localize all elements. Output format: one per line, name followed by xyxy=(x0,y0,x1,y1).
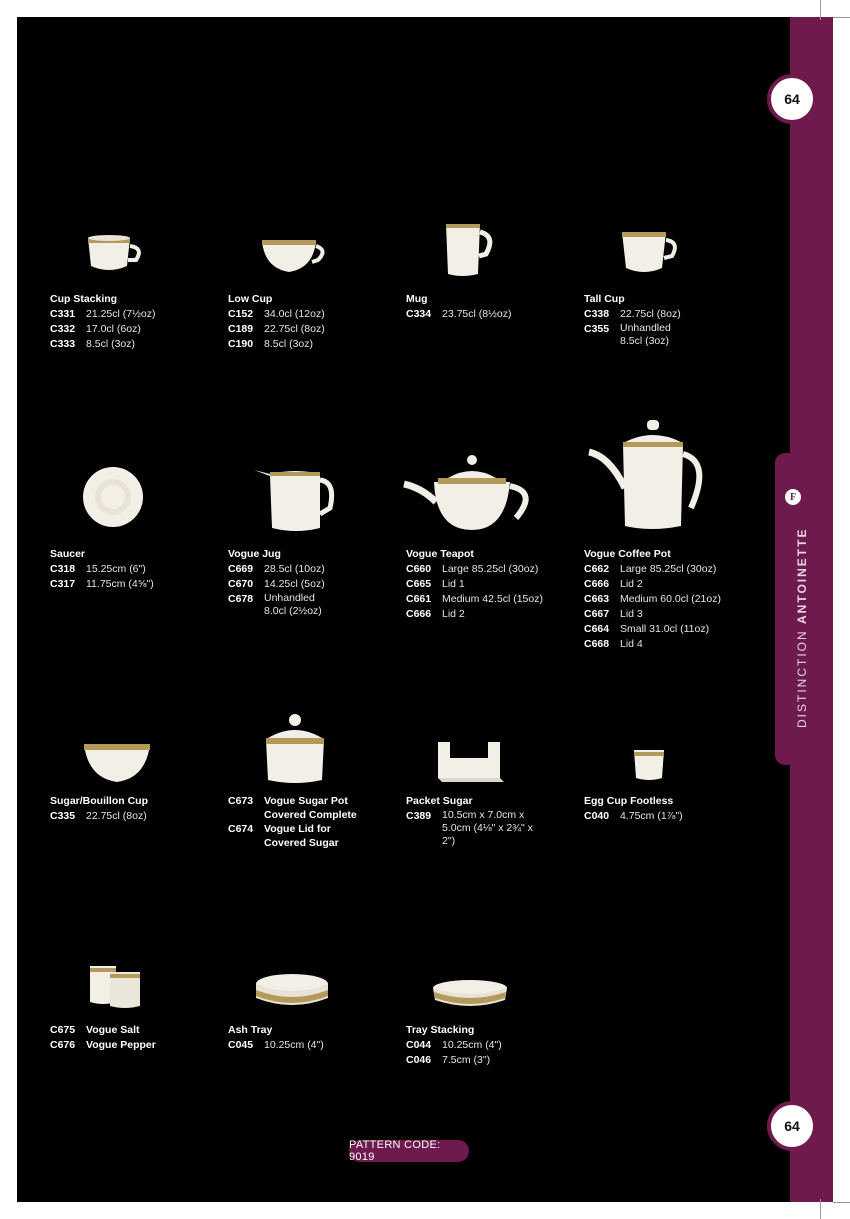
product-mug xyxy=(406,292,511,322)
product-row xyxy=(584,592,721,607)
product-low-cup xyxy=(228,292,325,352)
product-packet-sugar xyxy=(406,794,542,848)
product-row xyxy=(584,809,683,824)
product-row xyxy=(50,322,155,337)
product-code: C664 xyxy=(584,623,610,635)
tall-cup-photo xyxy=(618,228,682,278)
product-vogue-teapot xyxy=(406,547,543,622)
product-desc: Vogue Pepper xyxy=(86,1039,156,1051)
product-code: C669 xyxy=(228,563,254,575)
product-name: Egg Cup Footless xyxy=(584,795,674,807)
brand-logo: F xyxy=(785,489,801,505)
product-row xyxy=(584,322,681,348)
product-name: Tray Stacking xyxy=(406,1024,475,1036)
page-number-text: 64 xyxy=(784,91,800,107)
product-desc: 11.75cm (4⅝") xyxy=(86,578,154,590)
product-row xyxy=(50,1038,156,1053)
product-desc: 17.0cl (6oz) xyxy=(86,323,141,335)
mug-photo xyxy=(440,218,500,280)
product-row xyxy=(584,307,681,322)
product-desc: Large 85.25cl (30oz) xyxy=(442,563,539,575)
product-code: C673 xyxy=(228,795,254,807)
product-desc: 10.25cm (4") xyxy=(264,1039,324,1051)
product-row xyxy=(584,607,721,622)
product-code: C674 xyxy=(228,823,254,835)
pattern-code-badge: PATTERN CODE: 9019 xyxy=(349,1140,469,1162)
product-code: C318 xyxy=(50,563,76,575)
vogue-jug-photo xyxy=(250,462,340,537)
product-code: C190 xyxy=(228,338,254,350)
page-number-text: 64 xyxy=(784,1118,800,1134)
product-code: C040 xyxy=(584,810,610,822)
product-code: C667 xyxy=(584,608,610,620)
product-name: Vogue Teapot xyxy=(406,548,474,560)
product-name: Vogue Coffee Pot xyxy=(584,548,671,560)
product-desc: 10.25cm (4") xyxy=(442,1039,502,1051)
product-desc: Small 31.0cl (11oz) xyxy=(620,623,710,635)
page-number-bottom xyxy=(767,1101,817,1151)
cup-stacking-photo xyxy=(78,230,148,280)
product-code: C332 xyxy=(50,323,76,335)
low-cup-photo xyxy=(258,232,328,277)
page-number-top xyxy=(767,74,817,124)
product-code: C663 xyxy=(584,593,610,605)
product-code: C044 xyxy=(406,1039,432,1051)
product-desc: Lid 2 xyxy=(620,578,643,590)
product-code: C662 xyxy=(584,563,610,575)
vogue-coffee-pot-photo xyxy=(585,418,715,533)
product-code: C333 xyxy=(50,338,76,350)
product-row xyxy=(228,1038,324,1053)
product-desc: Medium 42.5cl (15oz) xyxy=(442,593,543,605)
product-row xyxy=(228,592,330,618)
side-label-prefix: DISTINCTION xyxy=(795,629,809,728)
product-code: C675 xyxy=(50,1024,76,1036)
side-label xyxy=(795,528,809,728)
product-cup-stacking xyxy=(50,292,155,352)
product-name: Mug xyxy=(406,293,428,305)
product-row xyxy=(584,577,721,592)
product-desc: 34.0cl (12oz) xyxy=(264,308,325,320)
product-salt-pepper xyxy=(50,1023,156,1053)
product-desc: 10.5cm x 7.0cm x 5.0cm (4⅛" x 2¾" x 2") xyxy=(442,809,533,847)
product-desc: 14.25cl (5oz) xyxy=(264,578,325,590)
saucer-photo xyxy=(78,462,148,532)
product-row xyxy=(228,562,330,577)
product-code: C665 xyxy=(406,578,432,590)
product-row xyxy=(406,1038,502,1053)
product-code: C668 xyxy=(584,638,610,650)
product-desc: 28.5cl (10oz) xyxy=(264,563,325,575)
product-desc: 15.25cm (6") xyxy=(86,563,146,575)
product-desc: Lid 4 xyxy=(620,638,643,650)
salt-pepper-photo xyxy=(86,962,146,1012)
crop-mark xyxy=(833,1202,850,1203)
product-desc: Vogue Lid for Covered Sugar xyxy=(264,823,339,849)
product-desc: Lid 3 xyxy=(620,608,643,620)
sugar-bouillon-cup-photo xyxy=(80,738,154,786)
product-row xyxy=(50,577,154,592)
crop-mark xyxy=(820,0,821,20)
product-row xyxy=(406,607,543,622)
product-row xyxy=(50,307,155,322)
product-ash-tray xyxy=(228,1023,324,1053)
product-name: Sugar/Bouillon Cup xyxy=(50,795,148,807)
product-row xyxy=(584,562,721,577)
product-row xyxy=(50,562,154,577)
product-name: Saucer xyxy=(50,548,86,560)
product-desc: 21.25cl (7½oz) xyxy=(86,308,156,320)
product-row xyxy=(50,337,155,352)
product-row xyxy=(406,307,511,322)
product-row xyxy=(406,1053,502,1068)
product-row xyxy=(228,822,360,850)
vogue-sugar-pot-photo xyxy=(262,714,328,786)
crop-mark xyxy=(820,1199,821,1219)
product-row xyxy=(406,592,543,607)
product-sugar-bouillon-cup xyxy=(50,794,148,824)
product-row xyxy=(228,337,325,352)
product-desc: 22.75cl (8oz) xyxy=(86,810,147,822)
product-name: Cup Stacking xyxy=(50,293,118,305)
product-desc: 7.5cm (3") xyxy=(442,1054,491,1066)
product-code: C046 xyxy=(406,1054,432,1066)
product-name: Packet Sugar xyxy=(406,795,473,807)
product-desc: 8.5cl (3oz) xyxy=(86,338,136,350)
product-row xyxy=(228,577,330,592)
product-desc: Medium 60.0cl (21oz) xyxy=(620,593,721,605)
product-code: C331 xyxy=(50,308,76,320)
product-code: C676 xyxy=(50,1039,76,1051)
product-name: Ash Tray xyxy=(228,1024,273,1036)
product-code: C661 xyxy=(406,593,432,605)
product-name: Vogue Jug xyxy=(228,548,281,560)
product-desc: 8.5cl (3oz) xyxy=(264,338,314,350)
packet-sugar-photo xyxy=(434,738,506,784)
product-desc: 4.75cm (1⅞") xyxy=(620,810,683,822)
egg-cup-photo xyxy=(630,744,670,784)
product-row xyxy=(50,1023,156,1038)
product-desc: Vogue Salt xyxy=(86,1024,140,1036)
product-name: Tall Cup xyxy=(584,293,625,305)
product-code: C670 xyxy=(228,578,254,590)
product-row xyxy=(406,577,543,592)
product-vogue-jug xyxy=(228,547,330,618)
side-label-brand: ANTOINETTE xyxy=(795,527,809,624)
product-code: C338 xyxy=(584,308,610,320)
product-row xyxy=(406,809,542,848)
product-egg-cup xyxy=(584,794,683,824)
product-code: C334 xyxy=(406,308,432,320)
product-desc: Unhandled 8.5cl (3oz) xyxy=(620,322,671,347)
product-tray-stacking xyxy=(406,1023,502,1068)
product-desc: Vogue Sugar Pot Covered Complete xyxy=(264,795,357,821)
product-row xyxy=(228,794,360,822)
product-vogue-sugar-pot xyxy=(228,794,360,850)
product-row xyxy=(50,809,148,824)
product-desc: Lid 2 xyxy=(442,608,465,620)
product-row xyxy=(584,622,721,637)
product-code: C389 xyxy=(406,810,432,822)
product-row xyxy=(228,307,325,322)
product-row xyxy=(584,637,721,652)
product-saucer xyxy=(50,547,154,592)
product-code: C666 xyxy=(584,578,610,590)
product-desc: 23.75cl (8½oz) xyxy=(442,308,512,320)
product-desc: Large 85.25cl (30oz) xyxy=(620,563,717,575)
product-code: C355 xyxy=(584,323,610,335)
product-row xyxy=(406,562,543,577)
vogue-teapot-photo xyxy=(402,452,542,534)
ash-tray-photo xyxy=(254,970,330,1012)
product-vogue-coffee-pot xyxy=(584,547,721,652)
product-code: C189 xyxy=(228,323,254,335)
product-name: Low Cup xyxy=(228,293,273,305)
product-code: C660 xyxy=(406,563,432,575)
tray-stacking-photo xyxy=(430,978,510,1012)
product-code: C152 xyxy=(228,308,254,320)
product-code: C045 xyxy=(228,1039,254,1051)
product-desc: 22.75cl (8oz) xyxy=(264,323,325,335)
product-code: C666 xyxy=(406,608,432,620)
product-code: C678 xyxy=(228,593,254,605)
product-desc: Unhandled 8.0cl (2½oz) xyxy=(264,592,322,617)
crop-mark xyxy=(833,17,850,18)
product-row xyxy=(228,322,325,337)
product-desc: Lid 1 xyxy=(442,578,465,590)
product-code: C335 xyxy=(50,810,76,822)
product-tall-cup xyxy=(584,292,681,348)
product-code: C317 xyxy=(50,578,76,590)
product-desc: 22.75cl (8oz) xyxy=(620,308,681,320)
